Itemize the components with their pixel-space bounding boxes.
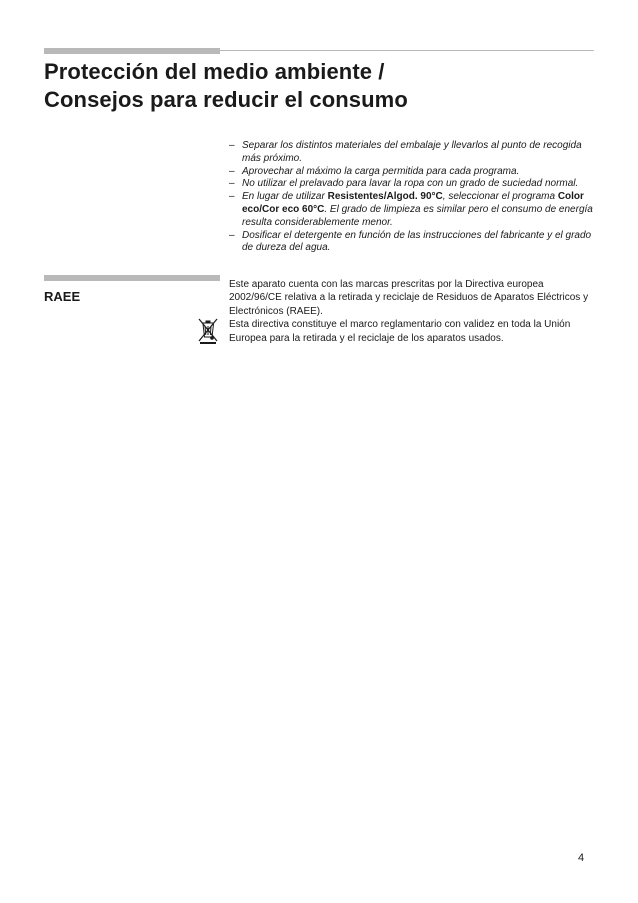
program-name-color-eco-60: Color eco/Cor eco 60°C bbox=[242, 191, 584, 215]
raee-paragraph-1: Este aparato cuenta con las marcas prescritas por la Directiva europea 2002/96/CE relativa a la retirada y reciclaje de Residuos de Aparatos Eléctricos y Electrónicos (RAEE). bbox=[229, 279, 589, 317]
dash-marker: – bbox=[229, 229, 235, 241]
tip-text: Aprovechar al máximo la carga permitida para cada programa. bbox=[242, 165, 520, 177]
dash-marker: – bbox=[229, 140, 235, 151]
page-number: 4 bbox=[578, 852, 585, 864]
section-rule-thick bbox=[44, 48, 220, 54]
tip-item bbox=[229, 230, 594, 256]
tip-item bbox=[229, 178, 594, 191]
dash-marker: – bbox=[229, 165, 235, 177]
tip-item bbox=[229, 140, 594, 166]
raee-paragraph-2: Esta directiva constituye el marco reglamentario con validez en toda la Unión Europea para la retirada y el reciclaje de los aparatos usados. bbox=[229, 319, 571, 344]
tip-item bbox=[229, 166, 594, 179]
page-title bbox=[44, 58, 604, 114]
tip-text: No utilizar el prelavado para lavar la ropa con un grado de suciedad normal. bbox=[242, 178, 579, 190]
tip-text-mid: , seleccionar el programa bbox=[442, 191, 558, 203]
tip-text-pre: En lugar de utilizar bbox=[242, 191, 328, 203]
page-title-line-1: Protección del medio ambiente / bbox=[44, 59, 385, 84]
tip-text: Dosificar el detergente en función de las instrucciones del fabricante y el grado de dureza del agua. bbox=[242, 229, 592, 254]
raee-heading: RAEE bbox=[44, 289, 81, 304]
tip-text: Separar los distintos materiales del embalaje y llevarlos al punto de recogida más próximo. bbox=[242, 140, 582, 164]
raee-text bbox=[229, 278, 594, 345]
program-name-cotton-90: Resistentes/Algod. 90°C bbox=[327, 191, 443, 203]
page-title-line-2: Consejos para reducir el consumo bbox=[44, 87, 408, 112]
crossed-out-wheelie-bin-icon bbox=[197, 316, 219, 344]
raee-section-rule bbox=[44, 275, 220, 281]
section-rule-thin bbox=[220, 50, 594, 51]
tip-item bbox=[229, 191, 594, 229]
dash-marker: – bbox=[229, 191, 235, 203]
tip-text-post: . El grado de limpieza es similar pero el consumo de energía resulta considerablemente menor. bbox=[242, 203, 593, 228]
tips-list bbox=[229, 140, 594, 255]
dash-marker: – bbox=[229, 178, 235, 190]
